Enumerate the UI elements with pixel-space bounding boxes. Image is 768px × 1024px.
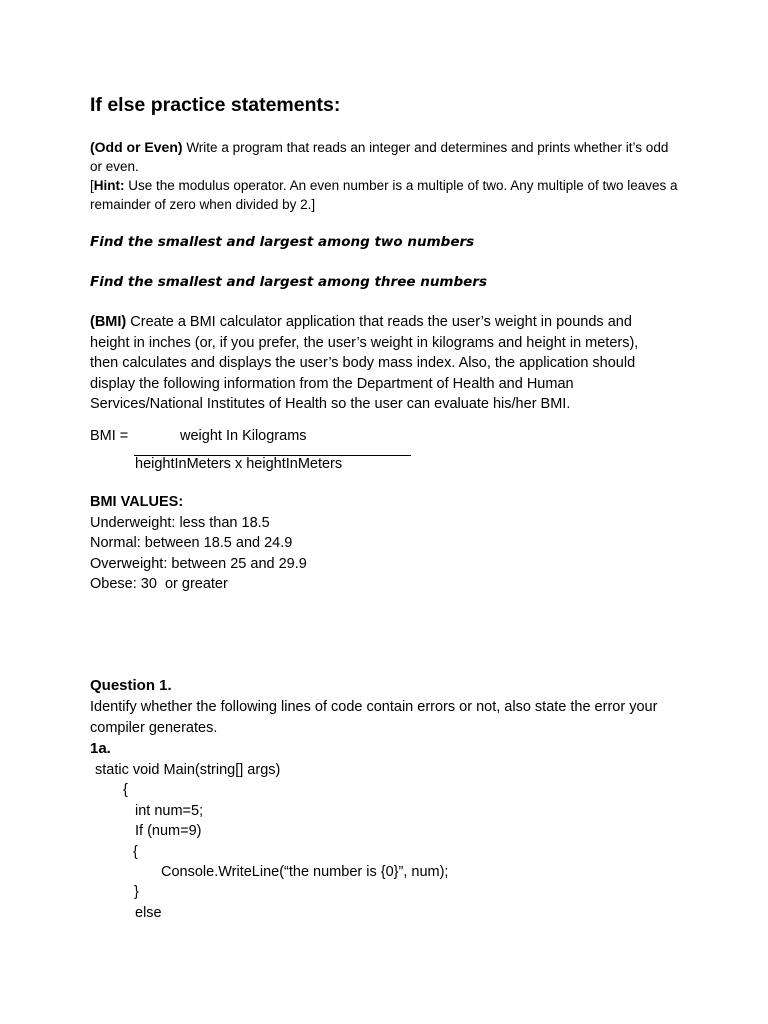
code-line: else	[135, 905, 162, 921]
code-line: int num=5;	[135, 803, 204, 819]
bmi-values-heading: BMI VALUES:	[90, 494, 184, 510]
page-title: If else practice statements:	[90, 94, 341, 116]
odd-even-text: Write a program that reads an integer and determines and prints whether it’s odd or even.	[90, 140, 669, 174]
question-1-heading: Question 1.	[90, 677, 172, 694]
code-line: Console.WriteLine(“the number is {0}”, num);	[161, 864, 449, 880]
code-line: If (num=9)	[135, 823, 202, 839]
hint-open-bracket: [	[90, 178, 94, 193]
code-line: {	[123, 782, 128, 798]
bmi-label: (BMI)	[90, 314, 127, 330]
odd-even-label: (Odd or Even)	[90, 139, 183, 155]
bmi-text: Create a BMI calculator application that reads the user’s weight in pounds and height in inches (or, if you prefer, the user’s weight in kilograms and height in meters), then calculates and displays the user’s body mass index. Also, the application should display the following information from the Department of Health and Human Services/National Institutes of Health so the user can evaluate his/her BMI.	[90, 314, 639, 412]
formula-denominator: heightInMeters x heightInMeters	[135, 456, 343, 472]
formula-numerator: weight In Kilograms	[180, 428, 307, 444]
bmi-values-item: Overweight: between 25 and 29.9	[90, 555, 307, 572]
task-three-numbers: Find the smallest and largest among three numbers	[90, 274, 488, 290]
bmi-values-item: Normal: between 18.5 and 24.9	[90, 535, 293, 551]
odd-even-exercise	[90, 138, 680, 214]
bmi-exercise	[90, 312, 670, 415]
bmi-values-item: Underweight: less than 18.5	[90, 514, 270, 531]
bmi-values-section	[90, 492, 670, 595]
bmi-values-item: Obese: 30 or greater	[90, 576, 228, 592]
question-1-text: Identify whether the following lines of code contain errors or not, also state the error your compiler generates.	[90, 699, 658, 736]
question-1a-label: 1a.	[90, 740, 111, 757]
hint-label: Hint:	[93, 178, 125, 193]
formula-lhs: BMI =	[90, 428, 129, 444]
code-line: }	[134, 884, 139, 900]
code-line: {	[133, 844, 138, 860]
task-two-numbers: Find the smallest and largest among two numbers	[90, 234, 475, 250]
hint-text: Use the modulus operator. An even number is a multiple of two. Any multiple of two leaves a remainder of zero when divided by 2.]	[90, 178, 678, 212]
code-line: static void Main(string[] args)	[95, 762, 281, 778]
